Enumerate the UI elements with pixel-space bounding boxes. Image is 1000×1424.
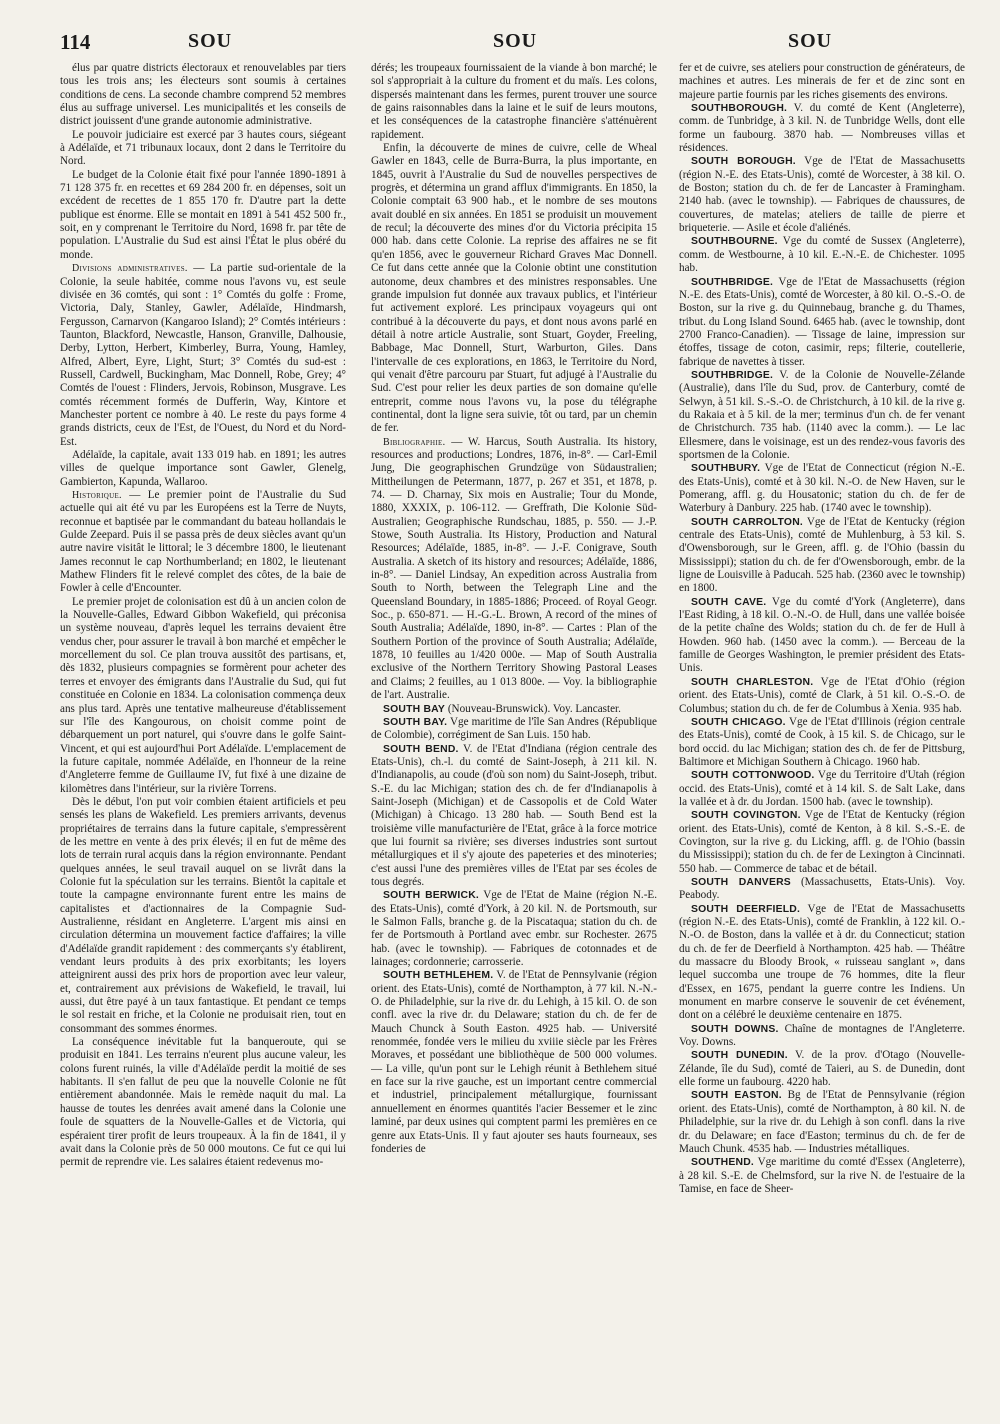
entry-headword: SOUTH BERWICK. bbox=[383, 890, 480, 902]
paragraph-text: Vge de l'Etat de Maine (région N.-E. des Etats-Unis), comté d'York, à 20 kil. N. de Portsmouth, sur le Salmon Falls, branche g. de la Piscataqua; station du ch. de fer de Portsmouth à Portland avec embr. sur Rochester. 2675 hab. (avec le township). — Fabriques de cotonnades et de lainages; cordonnerie; carrosserie. bbox=[371, 889, 657, 969]
paragraph-text: Le pouvoir judiciaire est exercé par 3 hautes cours, siégeant à Adélaïde, et 71 tribunaux locaux, dont 2 dans le Territoire du Nord. bbox=[60, 128, 346, 168]
paragraph-text: Vge de l'Etat de Massachusetts (région N.-E. des Etats-Unis), comté de Franklin, à 122 kil. O.-N.-O. de Boston, dans la vallée et à dr. du Connecticut; station du ch. de fer de Deerfield à Northampton. 425 hab. — Théâtre du massacre du Bloody Brook, « ruisseau sanglant », dans lequel succomba une troupe de 76 hommes, dite la fleur d'Essex, en 1675, pendant la guerre contre les Indiens. Un monument en marbre conserve le souvenir de cet événement, dont on a célébré le deuxième centenaire en 1875. bbox=[679, 902, 965, 1022]
dictionary-entry bbox=[679, 1023, 965, 1050]
paragraph-text: Vge maritime de l'île San Andres (République de Colombie), corrégiment de San Luis. 150 hab. bbox=[371, 715, 657, 742]
dictionary-entry bbox=[679, 1156, 965, 1196]
entry-headword: SOUTH DEERFIELD. bbox=[691, 903, 801, 915]
paragraph-text: (Nouveau-Brunswick). Voy. Lancaster. bbox=[447, 702, 621, 715]
dictionary-entry bbox=[679, 676, 965, 716]
section-label: Historique. bbox=[72, 490, 122, 501]
entry-headword: SOUTH EASTON. bbox=[691, 1090, 782, 1102]
paragraph-text: Vge de l'Etat de Kentucky (région orient. des Etats-Unis), comté de Kenton, à 8 kil. S.-S.-E. de Covington, sur la rive g. du Licking, affl. g. de l'Ohio (bassin du Mississippi); station du ch. de fer de Lexington à Cincinnati. 550 hab. — Commerce de tabac et de bétail. bbox=[679, 809, 965, 875]
paragraph-text: (Massachusetts, Etats-Unis). Voy. Peabody. bbox=[679, 875, 965, 902]
paragraph-text: — W. Harcus, South Australia. Its history, resources and productions; Londres, 1876, in-8°. — Carl-Emil Jung, Die geographischen Grundzüge von Südaustralien; Mittheilungen de Petermann, 1877, p. 267 et 351, et 1878, p. 74. — D. Charnay, Six mois en Australie; Tour du Monde, 1880, XXXIX, p. 106-112. — Greffrath, Die Kolonie Süd-Australien; Geographische Rundschau, 1885, p. 550. — J.-P. Stowe, South Australia. Its History, Production and Natural Resources; Adélaïde, 1885, in-8°. — J.-F. Conigrave, South Australia. A sketch of its history and resources; Adélaïde, 1886, in-8°. — Daniel Lindsay, An expedition across Australia from South to North, between the Telegraph Line and the Queensland Boundary, in 1885-1886; Proceed. of Royal Geogr. Soc., p. 650-871. — H.-G.-L. Brown, A record of the mines of South Australia; Adélaïde, 1890, in-8°. — Cartes : Plan of the Southern Portion of the province of South Australia; Adélaïde, 1878, 10 feuilles au 1/420 000e. — Map of South Australia exclusive of the Northern Territory Showing Pastoral Leases and Claims; 2 feuilles, au 1 013 800e. — Voy. la bibliographie de l'art. Australie. bbox=[371, 435, 657, 702]
entry-headword: SOUTH DANVERS bbox=[691, 876, 791, 888]
dictionary-entry bbox=[679, 876, 965, 903]
running-headword-right: SOU bbox=[788, 30, 833, 52]
entry-headword: SOUTHBOURNE. bbox=[691, 236, 778, 248]
paragraph-text: Vge maritime du comté d'Essex (Angleterre), à 28 kil. S.-E. de Chelmsford, sur la rive N. de l'estuaire de la Tamise, en face de Sheer- bbox=[679, 1156, 965, 1195]
paragraph-text: Bg de l'Etat de Pennsylvanie (région orient. des Etats-Unis), comté de Northampton, à 80 kil. N. de Philadelphie, sur la rive dr. du Lehigh à son confl. dans la rive dr. du Delaware; en face d'Easton; terminus du ch. de fer de Mauch Chunk. 4535 hab. — Industries métalliques. bbox=[679, 1089, 965, 1155]
paragraph bbox=[60, 129, 346, 169]
entry-headword: SOUTH DOWNS. bbox=[691, 1023, 779, 1035]
paragraph bbox=[60, 169, 346, 262]
paragraph bbox=[371, 436, 657, 703]
page-number: 114 bbox=[60, 30, 91, 54]
section-label: Bibliographie. bbox=[383, 436, 446, 448]
dictionary-entry bbox=[679, 1049, 965, 1089]
entry-headword: SOUTH CHARLESTON. bbox=[691, 676, 814, 688]
entry-headword: SOUTH CHICAGO. bbox=[691, 716, 786, 728]
paragraph bbox=[60, 1036, 346, 1169]
entry-headword: SOUTHBOROUGH. bbox=[691, 103, 788, 115]
paragraph bbox=[60, 596, 346, 796]
paragraph-text: — La partie sud-orientale de la Colonie, la seule habitée, comme nous l'avons vu, est seule divisée en 36 comtés, qui sont : 1° Comtés du golfe : Frome, Victoria, Daly, Stanley, Gawler, Adélaïde, Hindmarsh, Fergusson, Carnarvon (Kangaroo Island); 2° Comtés intérieurs : Taunton, Blackford, Newcastle, Hanson, Granville, Dalhousie, Derby, Lytton, Herbert, Kimberley, Burra, Young, Hamley, Alfred, Albert, Eyre, Light, Sturt; 3° Comtés du sud-est : Russell, Cardwell, Buckingham, Mac Donnell, Robe, Grey; 4° Comtés de l'ouest : Flinders, Jervois, Robinson, Musgrave. Les comtés récemment formés de Dufferin, Way, Kintore et Manchester portent ce nombre à 40. Le reste du pays forme 4 grands districts, ceux de l'Est, de l'Ouest, du Nord et du Nord-Est. bbox=[60, 262, 346, 448]
dictionary-entry bbox=[679, 369, 965, 462]
paragraph bbox=[60, 489, 346, 596]
paragraph-text: Vge de l'Etat de Massachusetts (région N.-E. des Etats-Unis), comté de Worcester, à 38 kil. O. de Boston; station du ch. de fer de Lancaster à Framingham. 2140 hab. (avec le township). — Fabriques de chaussures, de couvertures, de matelas; ateliers de taille de pierre et briqueterie. — Asile et école d'aliénés. bbox=[679, 155, 965, 235]
dictionary-entry bbox=[679, 596, 965, 676]
paragraph-text: fer et de cuivre, ses ateliers pour construction de générateurs, de machines et autres. Les minerais de fer et de zinc sont en majeure partie fournis par les riches gisements des environs. bbox=[679, 62, 965, 101]
dictionary-entry bbox=[679, 716, 965, 769]
entry-headword: SOUTH CARROLTON. bbox=[691, 516, 803, 528]
entry-headword: SOUTH BEND. bbox=[383, 743, 459, 755]
dictionary-entry bbox=[679, 276, 965, 369]
entry-headword: SOUTHBRIDGE. bbox=[691, 276, 774, 288]
dictionary-entry bbox=[371, 716, 657, 743]
paragraph-text: Enfin, la découverte de mines de cuivre, celle de Wheal Gawler en 1843, celle de Burra-Burra, la plus importante, en 1845, ouvrit à l'Australie du Sud de nouvelles perspectives de progrès, et détermina un grand afflux d'immigrants. En 1850, la Colonie comptait 63 900 hab., et le nombre de ses moutons avait doublé en six années. En 1851 se produisit un mouvement de recul; la découverte des mines d'or du Victoria précipita 15 000 hab. dans cette Colonie. La reprise des affaires ne se fit qu'en 1856, avec le gouverneur Richard Graves Mac Donnell. Ce fut dans cette année que la Colonie obtint une constitution autonome, deux chambres et des ministres responsables. Une grande impulsion fut donnée aux travaux publics, et l'intérieur fut activement exploré. Les principaux voyageurs qui ont contribué à la découverte du pays, et dont nous avons parlé en détail à notre article Australie, sont Stuart, Goyder, Freeling, Babbage, Mac Donnell, Sturt, Warburton, Giles. Dans l'intervalle de ces explorations, en 1863, le Territoire du Nord, qui venait d'être parcouru par Stuart, fut adjugé à l'Australie du Sud. C'est pour relier les deux parties de son domaine qu'elle entreprit, comme nous l'avons vu, la pose du télégraphe continental, dont la ligne sera suivie, tôt ou tard, par un chemin de fer. bbox=[371, 142, 657, 435]
paragraph-text: V. de la prov. d'Otago (Nouvelle-Zélande, île du Sud), comté de Taieri, au S. de Dunedin, dont elle forme un faubourg. 4220 hab. bbox=[679, 1049, 965, 1089]
paragraph-text: Vge de l'Etat de Kentucky (région centrale des Etats-Unis), comté de Muhlenburg, à 53 kil. S. d'Owensborough, sur le Green, affl. g. de l'Ohio (bassin du Mississippi); station du ch. de fer d'Owensborough, embr. de la ligne de Louisville à Paducah. 525 hab. (2360 avec le township) en 1800. bbox=[679, 515, 965, 595]
column-right bbox=[679, 62, 965, 1402]
dictionary-entry bbox=[679, 462, 965, 515]
dictionary-entry bbox=[679, 516, 965, 596]
paragraph-text: La conséquence inévitable fut la banqueroute, qui se produisit en 1841. Les terrains n'eurent plus aucune valeur, les colons furent ruinés, la ville d'Adélaïde perdit la moitié de ses habitants. Il s'en fallut de peu que la nouvelle Colonie ne fût entièrement abandonnée. Mais le remède naquit du mal. La hausse de toutes les denrées avait amené dans la Colonie une foule de squatters de la Nouvelle-Galles et de Victoria, qui espéraient tirer profit de leurs troupeaux. À la fin de 1841, il y avait dans la Colonie près de 50 000 moutons. Ce fut ce qui lui permit de reprendre vie. Les salaires étaient redevenus mo- bbox=[60, 1036, 346, 1169]
paragraph-text: Le premier projet de colonisation est dû à un ancien colon de la Nouvelle-Galles, Edward Gibbon Wakefield, qui préconisa un système nouveau, d'après lequel les terrains devaient être vendus cher, pour assurer le travail à bon marché et empêcher le morcellement du sol. Ce plan trouva aussitôt des partisans, et, dès 1832, plusieurs compagnies se formèrent pour acheter des terres et envoyer des émigrants dans l'Australie du Sud, qui fut constituée en Colonie en 1834. La colonisation commença deux ans plus tard. Après une tentative malheureuse d'établissement sur l'île des Kangourous, on choisit comme point de débarquement un port naturel, qui s'ouvre dans le golfe Saint-Vincent, et qui est aujourd'hui Port Adélaïde. L'emplacement de la future capitale, nommée Adélaïde, en l'honneur de la reine d'Angleterre femme de Guillaume IV, fut fixé à une dizaine de kilomètres dans l'intérieur, sur la rivière Torrens. bbox=[60, 595, 346, 795]
paragraph bbox=[371, 142, 657, 436]
entry-headword: SOUTH BAY bbox=[383, 703, 446, 715]
entry-headword: SOUTHEND. bbox=[691, 1157, 754, 1169]
paragraph-text: Vge de l'Etat d'Ohio (région orient. des Etats-Unis), comté de Clark, à 51 kil. O.-S.-O. de Columbus; station du ch. de fer de Columbus à Xenia. 935 hab. bbox=[679, 675, 965, 715]
paragraph bbox=[679, 62, 965, 102]
entry-headword: SOUTH BAY. bbox=[383, 716, 448, 728]
running-headword-center: SOU bbox=[493, 30, 538, 52]
paragraph-text: V. du comté de Kent (Angleterre), comm. de Tunbridge, à 3 kil. N. de Tunbridge Wells, dont elle forme un faubourg. 3870 hab. — Nombreuses villas et résidences. bbox=[679, 102, 965, 155]
dictionary-entry bbox=[679, 769, 965, 809]
paragraph-text: Chaîne de montagnes de l'Angleterre. Voy. Downs. bbox=[679, 1022, 965, 1049]
paragraph bbox=[60, 796, 346, 1036]
paragraph-text: Vge de l'Etat de Massachusetts (région N.-E. des Etats-Unis), comté de Worcester, à 80 kil. O.-S.-O. de Boston, sur la rive g. du Quinnebaug, branche g. du Thames, tribut. du Long Island Sound. 6465 hab. (avec le township, dont 2700 Franco-Canadien). — Tissage de laine, impression sur étoffes, tissage de coton, casimir, reps; filterie, coutellerie, fabrique de navettes à tisser. bbox=[679, 275, 965, 368]
paragraph-text: Vge du comté de Sussex (Angleterre), comm. de Westbourne, à 10 kil. E.-N.-E. de Chichester. 1095 hab. bbox=[679, 235, 965, 275]
paragraph-text: dérés; les troupeaux fournissaient de la viande à bon marché; le sol s'appropriait à la culture du froment et du maïs. Les colons, dispersés maintenant dans les fermes, purent trouver une source de gains raisonnables dans la laine et le suif de leurs moutons, et les conséquences de la catastrophe financière s'atténuèrent rapidement. bbox=[371, 62, 657, 141]
dictionary-entry bbox=[371, 743, 657, 890]
dictionary-entry bbox=[679, 102, 965, 155]
entry-headword: SOUTH COTTONWOOD. bbox=[691, 770, 815, 782]
paragraph-text: Vge du comté d'York (Angleterre), dans l'East Riding, à 18 kil. O.-N.-O. de Hull, dans une vallée boisée de la petite chaîne des Wolds; station du ch. de fer de Hull à Howden. 960 hab. (1450 avec la comm.). — Berceau de la famille de Georges Washington, le premier président des Etats-Unis. bbox=[679, 595, 965, 675]
entry-headword: SOUTHBURY. bbox=[691, 463, 761, 475]
text-columns bbox=[60, 62, 968, 1402]
dictionary-entry bbox=[371, 889, 657, 969]
dictionary-entry bbox=[679, 155, 965, 235]
paragraph-text: — Le premier point de l'Australie du Sud actuelle qui ait été vu par les Européens est la Terre de Nuyts, reconnue et baptisée par le commandant du bateau hollandais le Gulde Zeepard. Puis il se passa près de deux siècles avant qu'un autre navire visitât le littoral; le 3 décembre 1800, le lieutenant James reconnut le cap Northumberland; en 1802, le lieutenant Mathew Flinders fit le relevé complet des côtes, de la baie de Fowler à celle d'Encounter. bbox=[60, 489, 346, 595]
paragraph bbox=[371, 62, 657, 142]
page-header bbox=[60, 30, 968, 60]
entry-headword: SOUTH CAVE. bbox=[691, 596, 767, 608]
dictionary-entry bbox=[371, 703, 657, 716]
paragraph-text: Vge de l'Etat de Connecticut (région N.-E. des Etats-Unis), comté et à 30 kil. N.-O. de New Haven, sur le Pomerang, affl. g. du Housatonic; station du ch. de fer de Waterbury à Danbury. 225 hab. (1740 avec le township). bbox=[679, 462, 965, 515]
paragraph-text: Le budget de la Colonie était fixé pour l'année 1890-1891 à 71 128 375 fr. en recettes et 69 284 200 fr. en dépenses, soit un excédent de recettes de 1 855 170 fr. D'autre part la dette publique est énorme. Elle se montait en 1891 à 541 452 500 fr., soit, en y comprenant le Territoire du Nord, 1698 fr. par tête de population. L'Australie du Sud est ainsi l'État le plus obéré du monde. bbox=[60, 168, 346, 261]
entry-headword: SOUTH BETHLEHEM. bbox=[383, 970, 494, 982]
column-left bbox=[60, 62, 346, 1402]
entry-headword: SOUTH COVINGTON. bbox=[691, 810, 801, 822]
paragraph-text: V. de la Colonie de Nouvelle-Zélande (Australie), dans l'île du Sud, prov. de Canterbury, comté de Selwyn, à 51 kil. S.-S.-O. de Christchurch, à 10 kil. de la rive g. du Rakaia et à 5 kil. de la mer; terminus d'un ch. de fer venant de Christchurch. 735 hab. (1140 avec la comm.). — Le lac Ellesmere, dans le voisinage, est un des rendez-vous favoris des sportsmen de la Colonie. bbox=[679, 368, 965, 461]
paragraph-text: Vge du Territoire d'Utah (région occid. des Etats-Unis), comté et à 14 kil. S. de Salt Lake, dans la vallée et à dr. du Jordan. 1500 hab. (avec le township). bbox=[679, 769, 965, 808]
dictionary-entry bbox=[371, 969, 657, 1156]
running-headword-left: SOU bbox=[188, 30, 233, 52]
paragraph-text: V. de l'Etat de Pennsylvanie (région orient. des Etats-Unis), comté de Northampton, à 77 kil. N.-N.-O. de Philadelphie, sur la rive dr. du Lehigh, à 15 kil. O. de son confl. avec la rive dr. du Delaware; station du ch. de fer de Mauch Chunck à South Easton. 4925 hab. — Université renommée, fondée vers le milieu du xviiie siècle par les Frères Moraves, et possédant une bibliothèque de 500 000 volumes. — La ville, qu'un pont sur le Lehigh réunit à Bethlehem situé en face sur la rive gauche, est un important centre commercial et industriel, principalement métallurgique, fournissant annuellement en énormes quantités l'acier Bessemer et le zinc laminé, par deux usines qui comptent parmi les premières en ce genre aux Etats-Unis. Il y faut ajouter ses hauts fourneaux, ses fonderies de bbox=[371, 969, 657, 1155]
section-label: Divisions administratives. bbox=[72, 263, 188, 275]
paragraph bbox=[60, 449, 346, 489]
entry-headword: SOUTHBRIDGE. bbox=[691, 369, 774, 381]
paragraph bbox=[60, 262, 346, 449]
paragraph-text: Vge de l'Etat d'Illinois (région centrale des Etats-Unis), comté de Cook, à 15 kil. S. de Chicago, sur le bord occid. du lac Michigan; station des ch. de fer de Pittsburg, Baltimore et Michigan Southern à Chicago. 1960 hab. bbox=[679, 715, 965, 768]
paragraph bbox=[60, 62, 346, 129]
dictionary-entry bbox=[679, 809, 965, 876]
column-middle bbox=[371, 62, 657, 1402]
paragraph-text: Dès le début, l'on put voir combien étaient artificiels et peu sensés les plans de Wakefield. Les premiers arrivants, devenus propriétaires de terrains dans la future capitale, s'empressèrent de les mettre en vente à des prix élevés; il en fut de même des lots de terrain rural acquis dans la région environnante. Pendant quelques années, le seul travail auquel on se livrât dans la Colonie fut la spéculation sur les terrains. Bientôt la capitale et toute la campagne environnante furent entre les mains de capitalistes et d'actionnaires de la Compagnie Sud-Australienne, résidant en Angleterre. L'argent mis ainsi en circulation détermina un mouvement factice d'affaires; la ville d'Adélaïde grandit rapidement : des commerçants s'y établirent, vendant leurs produits à des prix exorbitants; les loyers atteignirent aussi des prix hors de proportion avec leur valeur, et, contrairement aux prévisions de Wakefield, le travail, lui aussi, dut être payé à un taux fantastique. Et pendant ce temps le sol restait en friche, et la Colonie ne produisait rien, tout en consommant des sommes énormes. bbox=[60, 795, 346, 1035]
dictionary-entry bbox=[679, 1089, 965, 1156]
entry-headword: SOUTH BOROUGH. bbox=[691, 156, 796, 168]
paragraph-text: élus par quatre districts électoraux et renouvelables par tiers tous les trois ans; les électeurs sont soumis à certaines conditions de cens. La seconde chambre comprend 52 membres élus au suffrage universel. Les municipalités et les conseils de district jouissent d'une grande autonomie administrative. bbox=[60, 62, 346, 128]
paragraph-text: Adélaïde, la capitale, avait 133 019 hab. en 1891; les autres villes de quelque importance sont Gawler, Glenelg, Gambierton, Kapunda, Wallaroo. bbox=[60, 448, 346, 488]
paragraph-text: V. de l'Etat d'Indiana (région centrale des Etats-Unis), ch.-l. du comté de Saint-Joseph, à 211 kil. N. d'Indianapolis, au coude (d'où son nom) du Saint-Joseph, tribut. S.-E. du lac Michigan; station des ch. de fer d'Indianapolis à Saint-Joseph (Michigan) et de Cassopolis et de Cold Water (Michigan) à Chicago. 13 280 hab. — South Bend est la troisième ville manufacturière de l'Etat, grâce à la force motrice que lui fournit sa rivière; ses diverses industries sont surtout métallurgiques et il s'y ajoute des papeteries et des minoteries; c'est aussi l'une des premières villes de l'Etat par ses écoles de tous degrés. bbox=[371, 742, 657, 888]
entry-headword: SOUTH DUNEDIN. bbox=[691, 1050, 788, 1062]
dictionary-entry bbox=[679, 903, 965, 1023]
dictionary-entry bbox=[679, 235, 965, 275]
